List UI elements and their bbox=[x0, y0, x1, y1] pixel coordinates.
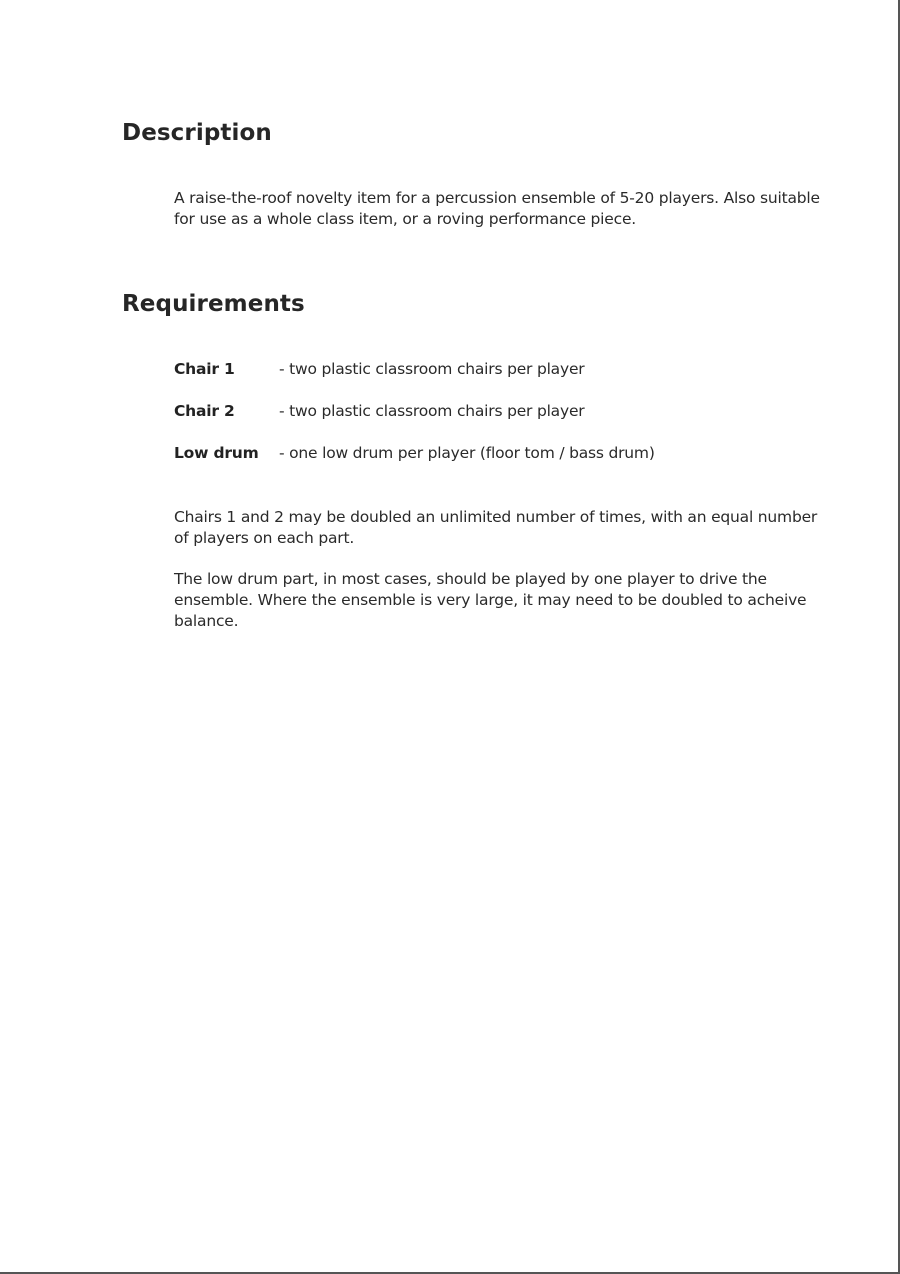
note-line: balance. bbox=[174, 612, 239, 630]
description-line: for use as a whole class item, or a roving performance piece. bbox=[174, 210, 637, 228]
requirement-item-chair-2 bbox=[174, 401, 584, 422]
description-heading: Description bbox=[122, 120, 272, 146]
note-line: Chairs 1 and 2 may be doubled an unlimited number of times, with an equal number bbox=[174, 508, 818, 526]
description-line: A raise-the-roof novelty item for a percussion ensemble of 5-20 players. Also suitable bbox=[174, 189, 820, 207]
requirements-note-low-drum bbox=[174, 569, 844, 632]
requirement-name: Chair 1 bbox=[174, 360, 235, 378]
note-line: ensemble. Where the ensemble is very large, it may need to be doubled to acheive bbox=[174, 591, 807, 609]
note-line: The low drum part, in most cases, should be played by one player to drive the bbox=[174, 570, 767, 588]
requirements-note-doubling bbox=[174, 507, 844, 549]
requirements-heading: Requirements bbox=[122, 291, 305, 317]
requirement-item-low-drum bbox=[174, 443, 655, 464]
requirement-name: Chair 2 bbox=[174, 402, 235, 420]
requirement-detail: - one low drum per player (floor tom / bass drum) bbox=[279, 444, 655, 462]
requirement-detail: - two plastic classroom chairs per player bbox=[279, 402, 585, 420]
requirement-name: Low drum bbox=[174, 444, 259, 462]
requirement-item-chair-1 bbox=[174, 359, 584, 380]
requirement-detail: - two plastic classroom chairs per player bbox=[279, 360, 585, 378]
description-paragraph bbox=[174, 188, 844, 230]
note-line: of players on each part. bbox=[174, 529, 355, 547]
